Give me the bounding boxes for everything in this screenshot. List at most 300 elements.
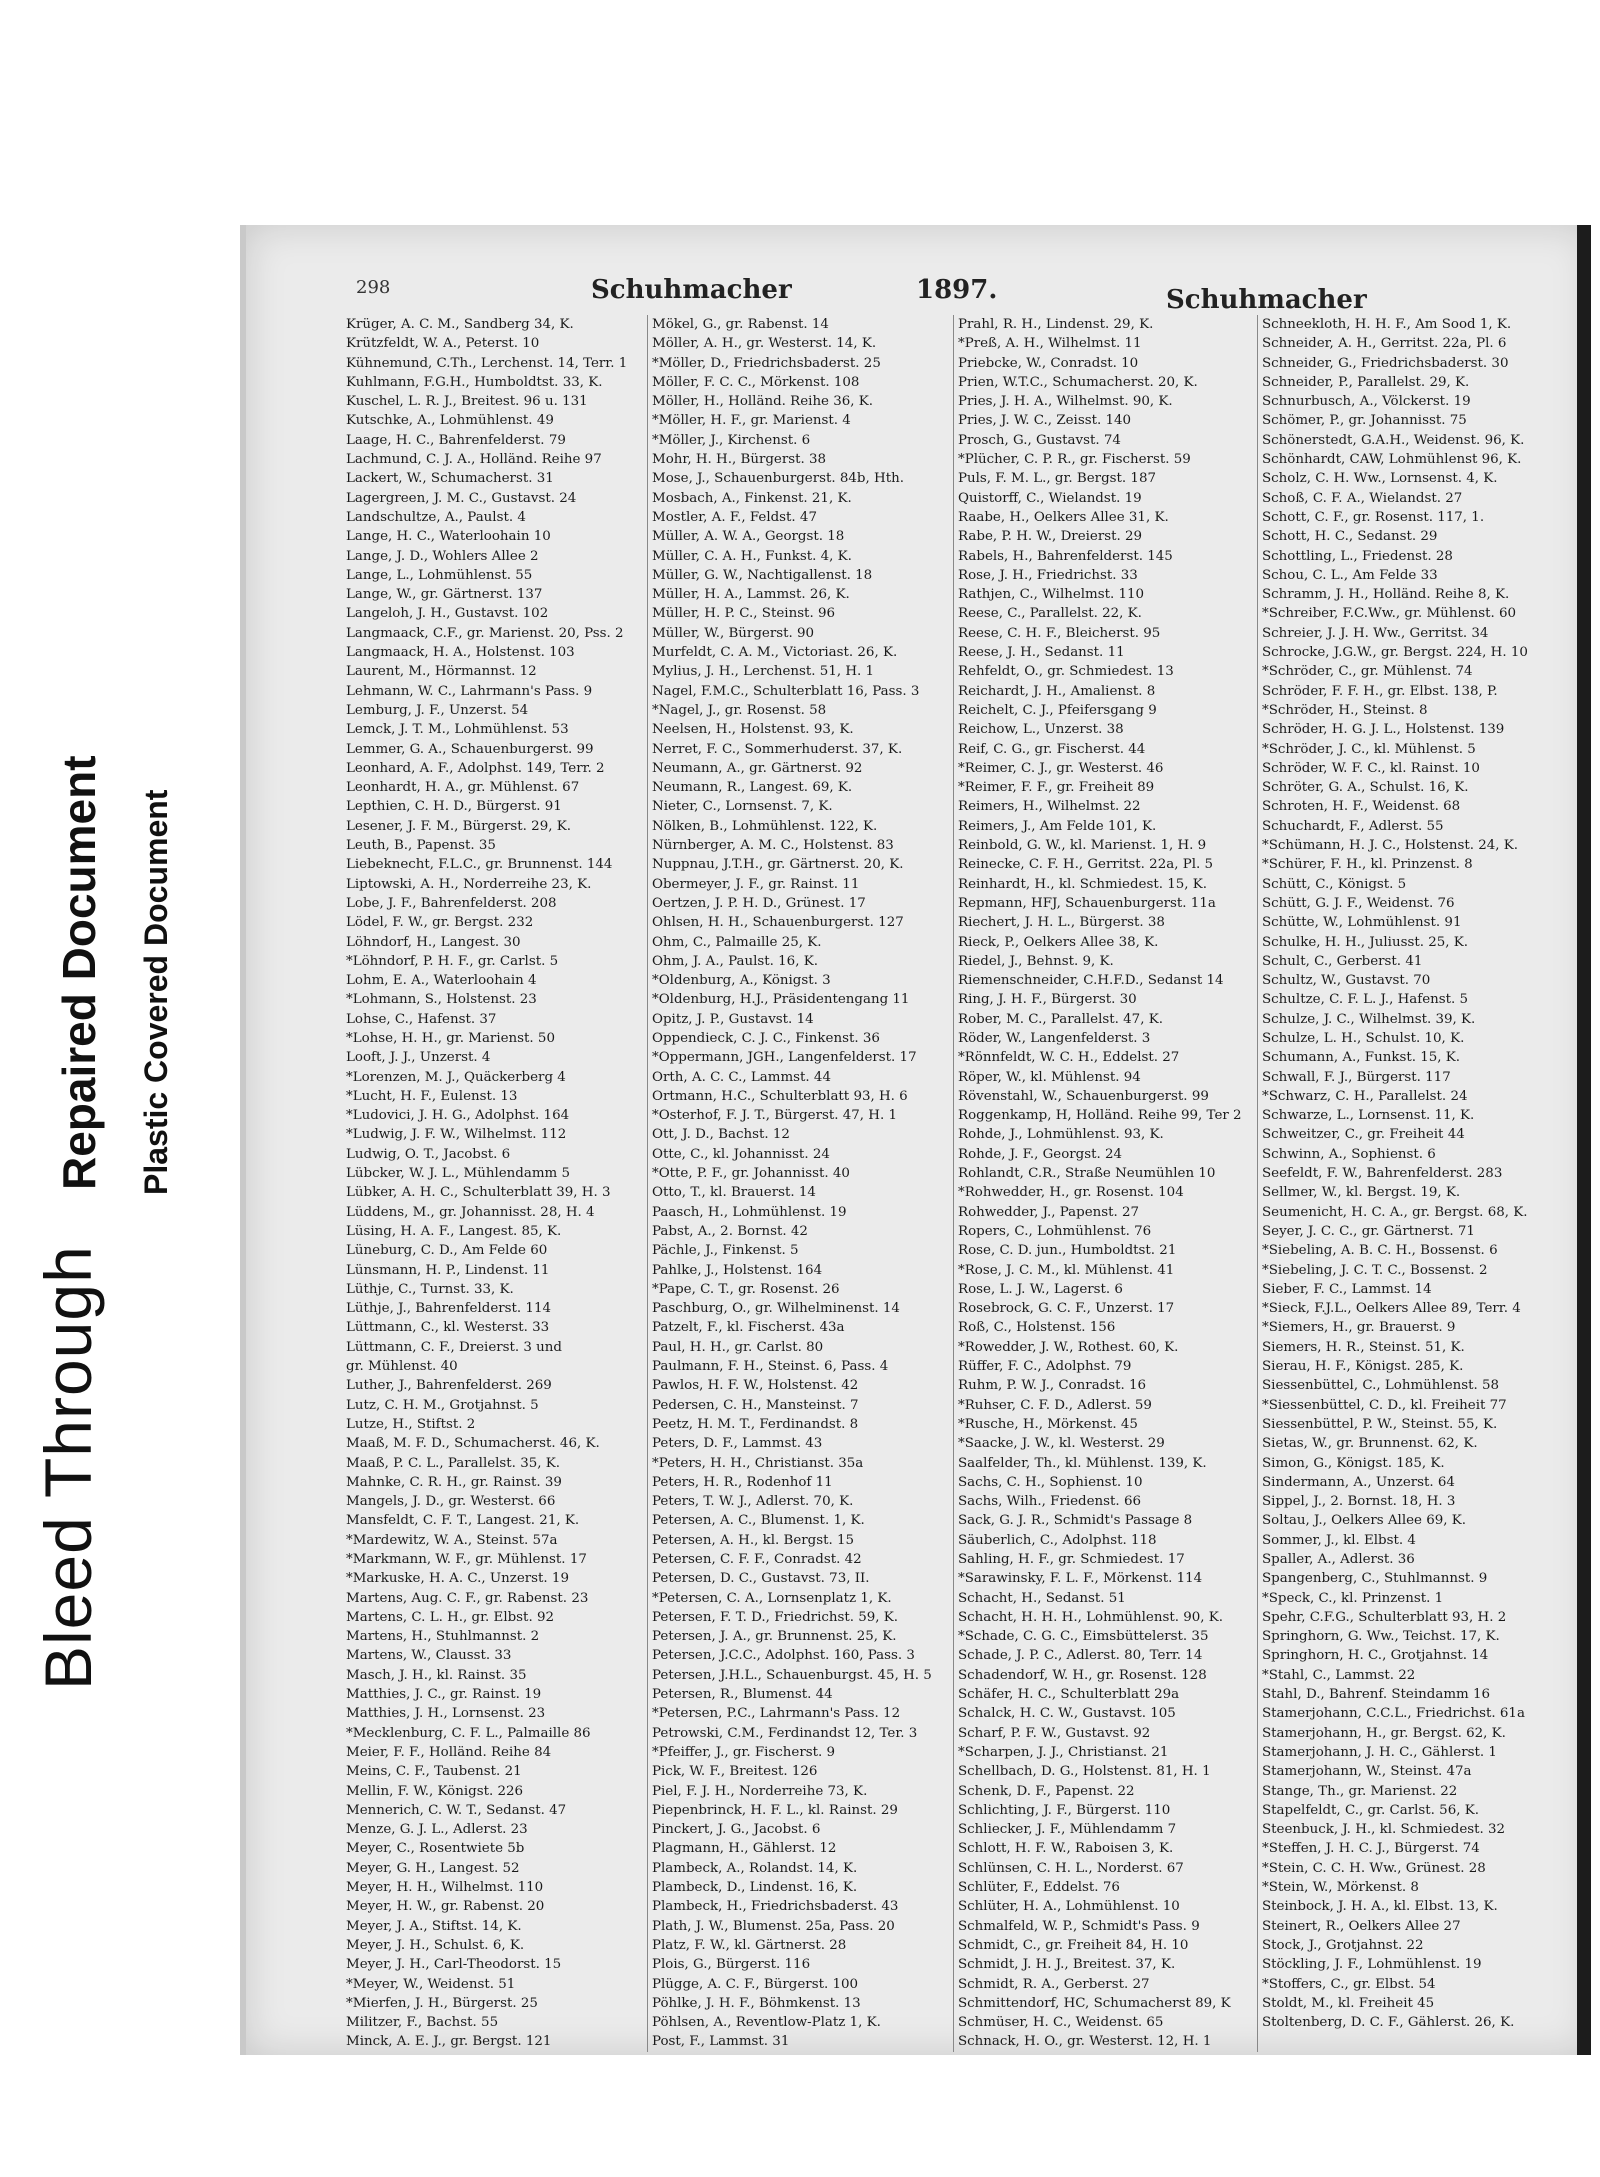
directory-entry: Luther, J., Bahrenfelderst. 269	[346, 1378, 552, 1394]
directory-entry: *Schreiber, F.C.Ww., gr. Mühlenst. 60	[1262, 606, 1517, 622]
directory-entry: Reimers, J., Am Felde 101, K.	[958, 818, 1157, 834]
directory-entry: *Rowedder, J. W., Rothest. 60, K.	[958, 1339, 1179, 1355]
directory-entry: Peetz, H. M. T., Ferdinandst. 8	[652, 1416, 859, 1432]
directory-entry: Reinhardt, H., kl. Schmiedest. 15, K.	[958, 876, 1208, 892]
directory-entry: Reichelt, C. J., Pfeifersgang 9	[958, 702, 1157, 718]
directory-entry: *Schwarz, C. H., Parallelst. 24	[1262, 1088, 1468, 1104]
directory-entry: *Oldenburg, H.J., Präsidentengang 11	[652, 992, 910, 1008]
directory-column	[652, 315, 954, 2052]
directory-entry: Paul, H. H., gr. Carlst. 80	[652, 1339, 824, 1355]
directory-entry: Nölken, B., Lohmühlenst. 122, K.	[652, 818, 878, 834]
directory-entry: Langmaack, H. A., Holstenst. 103	[346, 645, 575, 661]
running-header-year: 1897.	[916, 275, 998, 305]
directory-entry: Schlichting, J. F., Bürgerst. 110	[958, 1802, 1171, 1818]
directory-entry: Peters, T. W. J., Adlerst. 70, K.	[652, 1494, 854, 1510]
directory-entry: Lübcker, W. J. L., Mühlendamm 5	[346, 1166, 571, 1182]
directory-entry: Reese, C. H. F., Bleicherst. 95	[958, 625, 1161, 641]
directory-entry: Martens, W., Clausst. 33	[346, 1648, 512, 1664]
directory-entry: *Pape, C. T., gr. Rosenst. 26	[652, 1281, 840, 1297]
directory-entry: Leonhard, A. F., Adolphst. 149, Terr. 2	[346, 760, 605, 776]
directory-entry: Spangenberg, C., Stuhlmannst. 9	[1262, 1571, 1488, 1587]
directory-entry: Neumann, R., Langest. 69, K.	[652, 780, 853, 796]
directory-entry: Oppendieck, C. J. C., Finkenst. 36	[652, 1030, 880, 1046]
directory-entry: *Siebeling, A. B. C. H., Bossenst. 6	[1262, 1243, 1498, 1259]
directory-entry: Pahlke, J., Holstenst. 164	[652, 1262, 823, 1278]
directory-entry: Pöhlke, J. H. F., Böhmkenst. 13	[652, 1995, 861, 2011]
directory-entry: Lepthien, C. H. D., Bürgerst. 91	[346, 799, 562, 815]
directory-entry: Mohr, H. H., Bürgerst. 38	[652, 452, 827, 468]
directory-entry: Nerret, F. C., Sommerhuderst. 37, K.	[652, 741, 903, 757]
directory-entry: *Markuske, H. A. C., Unzerst. 19	[346, 1571, 569, 1587]
directory-entry: Lübker, A. H. C., Schulterblatt 39, H. 3	[346, 1185, 611, 1201]
directory-entry: Ohlsen, H. H., Schauenburgerst. 127	[652, 915, 904, 931]
directory-entry: *Nagel, J., gr. Rosenst. 58	[652, 702, 827, 718]
directory-entry: Mose, J., Schauenburgerst. 84b, Hth.	[652, 471, 904, 487]
directory-entry: Stahl, D., Bahrenf. Steindamm 16	[1262, 1687, 1491, 1703]
directory-entry: Plois, G., Bürgerst. 116	[652, 1957, 811, 1973]
directory-entry: Ropers, C., Lohmühlenst. 76	[958, 1223, 1152, 1239]
directory-entry: Platz, F. W., kl. Gärtnerst. 28	[652, 1937, 847, 1953]
directory-entry: Lange, J. D., Wohlers Allee 2	[346, 548, 539, 564]
directory-entry: Meyer, J. H., Schulst. 6, K.	[346, 1937, 525, 1953]
directory-entry: Mansfeldt, C. F. T., Langest. 21, K.	[346, 1513, 580, 1529]
directory-entry: Minck, A. E. J., gr. Bergst. 121	[346, 2034, 552, 2050]
directory-entry: Schönerstedt, G.A.H., Weidenst. 96, K.	[1262, 432, 1525, 448]
directory-entry: Neumann, A., gr. Gärtnerst. 92	[652, 760, 863, 776]
directory-entry: Petersen, R., Blumenst. 44	[652, 1687, 833, 1703]
directory-entry: Martens, C. L. H., gr. Elbst. 92	[346, 1609, 554, 1625]
directory-entry: Lüttmann, C., kl. Westerst. 33	[346, 1320, 550, 1336]
directory-entry: Mahnke, C. R. H., gr. Rainst. 39	[346, 1474, 562, 1490]
directory-entry: Mennerich, C. W. T., Sedanst. 47	[346, 1802, 567, 1818]
directory-entry: Lödel, F. W., gr. Bergst. 232	[346, 915, 534, 931]
directory-entry: Langeloh, J. H., Gustavst. 102	[346, 606, 549, 622]
directory-entry: Reimers, H., Wilhelmst. 22	[958, 799, 1141, 815]
directory-entry: Schnurbusch, A., Völckerst. 19	[1262, 394, 1471, 410]
directory-entry: Plambeck, A., Rolandst. 14, K.	[652, 1860, 858, 1876]
directory-entry: Roggenkamp, H, Holländ. Reihe 99, Ter 2	[958, 1108, 1242, 1124]
directory-entry: Schönhardt, CAW, Lohmühlenst 96, K.	[1262, 452, 1522, 468]
directory-entry: *Möller, H. F., gr. Marienst. 4	[652, 413, 851, 429]
directory-entry: Kuhlmann, F.G.H., Humboldtst. 33, K.	[346, 374, 603, 390]
directory-entry: Masch, J. H., kl. Rainst. 35	[346, 1667, 527, 1683]
directory-entry: Maaß, P. C. L., Parallelst. 35, K.	[346, 1455, 561, 1471]
directory-entry: Stamerjohann, J. H. C., Gählerst. 1	[1262, 1744, 1497, 1760]
directory-entry: Schmidt, J. H. J., Breitest. 37, K.	[958, 1957, 1176, 1973]
directory-entry: Lohm, E. A., Waterloohain 4	[346, 973, 537, 989]
directory-entry: Schlott, H. F. W., Raboisen 3, K.	[958, 1841, 1174, 1857]
directory-entry: Seefeldt, F. W., Bahrenfelderst. 283	[1262, 1166, 1503, 1182]
directory-entry: Meyer, J. H., Carl-Theodorst. 15	[346, 1957, 562, 1973]
running-header-right: Schuhmacher	[1166, 285, 1367, 315]
directory-entry: Liebeknecht, F.L.C., gr. Brunnenst. 144	[346, 857, 613, 873]
directory-entry: *Mardewitz, W. A., Steinst. 57a	[346, 1532, 558, 1548]
directory-entry: Löhndorf, H., Langest. 30	[346, 934, 521, 950]
directory-entry: Schnack, H. O., gr. Westerst. 12, H. 1	[958, 2034, 1212, 2050]
directory-entry: Laage, H. C., Bahrenfelderst. 79	[346, 432, 566, 448]
directory-entry: *Löhndorf, P. H. F., gr. Carlst. 5	[346, 953, 559, 969]
directory-entry: Schultz, W., Gustavst. 70	[1262, 973, 1431, 989]
directory-entry: *Ruhser, C. F. D., Adlerst. 59	[958, 1397, 1152, 1413]
directory-entry: Röper, W., kl. Mühlenst. 94	[958, 1069, 1141, 1085]
directory-entry: Petersen, J. A., gr. Brunnenst. 25, K.	[652, 1629, 897, 1645]
directory-entry: Ruhm, P. W. J., Conradst. 16	[958, 1378, 1147, 1394]
directory-entry: Lemburg, J. F., Unzerst. 54	[346, 702, 529, 718]
directory-entry: Schroten, H. F., Weidenst. 68	[1262, 799, 1461, 815]
directory-entry: Petersen, D. C., Gustavst. 73, II.	[652, 1571, 870, 1587]
directory-entry: Schenk, D. F., Papenst. 22	[958, 1783, 1135, 1799]
directory-entry: Sellmer, W., kl. Bergst. 19, K.	[1262, 1185, 1461, 1201]
directory-entry: Reese, C., Parallelst. 22, K.	[958, 606, 1142, 622]
directory-entry: *Schröder, H., Steinst. 8	[1262, 702, 1428, 718]
directory-entry: Meyer, H. W., gr. Rabenst. 20	[346, 1899, 545, 1915]
directory-entry: Scharf, P. F. W., Gustavst. 92	[958, 1725, 1151, 1741]
directory-entry: Stock, J., Grotjahnst. 22	[1262, 1937, 1424, 1953]
directory-entry: Pries, J. W. C., Zeisst. 140	[958, 413, 1132, 429]
directory-entry: Sachs, C. H., Sophienst. 10	[958, 1474, 1143, 1490]
directory-entry: Stapelfeldt, C., gr. Carlst. 56, K.	[1262, 1802, 1479, 1818]
directory-entry: Sieber, F. C., Lammst. 14	[1262, 1281, 1432, 1297]
directory-entry: Springhorn, G. Ww., Teichst. 17, K.	[1262, 1629, 1500, 1645]
directory-entry: Lagergreen, J. M. C., Gustavst. 24	[346, 490, 577, 506]
side-labels	[0, 0, 240, 2177]
directory-entry: Sommer, J., kl. Elbst. 4	[1262, 1532, 1416, 1548]
directory-entry: Schütt, G. J. F., Weidenst. 76	[1262, 895, 1455, 911]
directory-entry: Mosbach, A., Finkenst. 21, K.	[652, 490, 852, 506]
directory-entry: Schweitzer, C., gr. Freiheit 44	[1262, 1127, 1465, 1143]
directory-entry: Pächle, J., Finkenst. 5	[652, 1243, 799, 1259]
directory-entry: Stamerjohann, W., Steinst. 47a	[1262, 1764, 1472, 1780]
directory-entry: Rabels, H., Bahrenfelderst. 145	[958, 548, 1173, 564]
directory-entry: *Petersen, C. A., Lornsenplatz 1, K.	[652, 1590, 892, 1606]
directory-entry: Seumenicht, H. C. A., gr. Bergst. 68, K.	[1262, 1204, 1528, 1220]
directory-entry: Lemck, J. T. M., Lohmühlenst. 53	[346, 722, 569, 738]
directory-entry: *Möller, J., Kirchenst. 6	[652, 432, 811, 448]
directory-entry: Pinckert, J. G., Jacobst. 6	[652, 1822, 821, 1838]
directory-entry: *Mecklenburg, C. F. L., Palmaille 86	[346, 1725, 591, 1741]
directory-entry: Pawlos, H. F. W., Holstenst. 42	[652, 1378, 859, 1394]
directory-entry: Schmidt, C., gr. Freiheit 84, H. 10	[958, 1937, 1189, 1953]
directory-entry: gr. Mühlenst. 40	[346, 1359, 458, 1375]
directory-entry: Schlünsen, C. H. L., Norderst. 67	[958, 1860, 1184, 1876]
directory-entry: *Schröder, J. C., kl. Mühlenst. 5	[1262, 741, 1476, 757]
directory-entry: Martens, H., Stuhlmannst. 2	[346, 1629, 540, 1645]
directory-entry: *Otte, P. F., gr. Johannisst. 40	[652, 1166, 850, 1182]
directory-entry: *Schröder, C., gr. Mühlenst. 74	[1262, 664, 1473, 680]
directory-entry: Rabe, P. H. W., Dreierst. 29	[958, 529, 1143, 545]
directory-entry: Müller, H. P. C., Steinst. 96	[652, 606, 835, 622]
directory-entry: *Schümann, H. J. C., Holstenst. 24, K.	[1262, 838, 1519, 854]
directory-entry: Riedel, J., Behnst. 9, K.	[958, 953, 1114, 969]
directory-entry: Stoltenberg, D. C. F., Gählerst. 26, K.	[1262, 2015, 1515, 2031]
directory-entry: Lachmund, C. J. A., Holländ. Reihe 97	[346, 452, 602, 468]
directory-entry: Maaß, M. F. D., Schumacherst. 46, K.	[346, 1436, 600, 1452]
directory-entry: Petersen, J.C.C., Adolphst. 160, Pass. 3	[652, 1648, 915, 1664]
directory-entry: Schlüter, H. A., Lohmühlenst. 10	[958, 1899, 1180, 1915]
directory-entry: Seyer, J. C. C., gr. Gärtnerst. 71	[1262, 1223, 1475, 1239]
directory-entry: Sietas, W., gr. Brunnenst. 62, K.	[1262, 1436, 1478, 1452]
directory-entry: Schott, H. C., Sedanst. 29	[1262, 529, 1438, 545]
directory-entry: Mylius, J. H., Lerchenst. 51, H. 1	[652, 664, 875, 680]
directory-entry: Möller, A. H., gr. Westerst. 14, K.	[652, 336, 877, 352]
directory-entry: Schellbach, D. G., Holstenst. 81, H. 1	[958, 1764, 1211, 1780]
directory-entry: *Lucht, H. F., Eulenst. 13	[346, 1088, 518, 1104]
directory-entry: Roß, C., Holstenst. 156	[958, 1320, 1116, 1336]
directory-entry: Rieck, P., Oelkers Allee 38, K.	[958, 934, 1159, 950]
directory-entry: Rohde, J. F., Georgst. 24	[958, 1146, 1123, 1162]
directory-entry: Paschburg, O., gr. Wilhelminenst. 14	[652, 1301, 900, 1317]
directory-entry: Matthies, J. H., Lornsenst. 23	[346, 1706, 546, 1722]
directory-entry: Pick, W. F., Breitest. 126	[652, 1764, 818, 1780]
directory-entry: Ludwig, O. T., Jacobst. 6	[346, 1146, 511, 1162]
directory-entry: Paulmann, F. H., Steinst. 6, Pass. 4	[652, 1359, 889, 1375]
directory-entry: *Petersen, P.C., Lahrmann's Pass. 12	[652, 1706, 901, 1722]
directory-entry: Prosch, G., Gustavst. 74	[958, 432, 1121, 448]
directory-entry: Schott, C. F., gr. Rosenst. 117, 1.	[1262, 509, 1485, 525]
repaired-document-label: Repaired Document	[53, 755, 105, 1190]
directory-entry: Pabst, A., 2. Bornst. 42	[652, 1223, 808, 1239]
directory-entry: Schultze, C. F. L. J., Hafenst. 5	[1262, 992, 1469, 1008]
directory-entry: Springhorn, H. C., Grotjahnst. 14	[1262, 1648, 1489, 1664]
directory-entry: Martens, Aug. C. F., gr. Rabenst. 23	[346, 1590, 589, 1606]
running-header-left: Schuhmacher	[591, 275, 792, 305]
directory-entry: Reichow, L., Unzerst. 38	[958, 722, 1124, 738]
directory-entry: *Stein, W., Mörkenst. 8	[1262, 1880, 1419, 1896]
directory-entry: Saalfelder, Th., kl. Mühlenst. 139, K.	[958, 1455, 1207, 1471]
directory-entry: Sachs, Wilh., Friedenst. 66	[958, 1494, 1141, 1510]
directory-entry: Müller, G. W., Nachtigallenst. 18	[652, 567, 873, 583]
directory-entry: Nuppnau, J.T.H., gr. Gärtnerst. 20, K.	[652, 857, 904, 873]
directory-entry: Lemmer, G. A., Schauenburgerst. 99	[346, 741, 594, 757]
directory-entry: Soltau, J., Oelkers Allee 69, K.	[1262, 1513, 1467, 1529]
directory-entry: Stoldt, M., kl. Freiheit 45	[1262, 1995, 1435, 2011]
directory-columns	[346, 315, 1566, 2050]
directory-entry: Langmaack, C.F., gr. Marienst. 20, Pss. 2	[346, 625, 624, 641]
directory-entry: Liptowski, A. H., Norderreihe 23, K.	[346, 876, 592, 892]
directory-entry: Schneider, A. H., Gerritst. 22a, Pl. 6	[1262, 336, 1507, 352]
directory-entry: Petersen, F. T. D., Friedrichst. 59, K.	[652, 1609, 899, 1625]
directory-entry: *Rönnfeldt, W. C. H., Eddelst. 27	[958, 1050, 1180, 1066]
directory-entry: Schlüter, F., Eddelst. 76	[958, 1880, 1120, 1896]
directory-entry: *Stein, C. C. H. Ww., Grünest. 28	[1262, 1860, 1486, 1876]
directory-entry: Schreier, J. J. H. Ww., Gerritst. 34	[1262, 625, 1489, 641]
directory-entry: *Scharpen, J. J., Christianst. 21	[958, 1744, 1169, 1760]
directory-entry: Piepenbrinck, H. F. L., kl. Rainst. 29	[652, 1802, 898, 1818]
directory-entry: Petrowski, C.M., Ferdinandst 12, Ter. 3	[652, 1725, 918, 1741]
directory-entry: Simon, G., Königst. 185, K.	[1262, 1455, 1445, 1471]
directory-entry: Meyer, C., Rosentwiete 5b	[346, 1841, 525, 1857]
directory-entry: Schramm, J. H., Holländ. Reihe 8, K.	[1262, 587, 1510, 603]
directory-entry: *Lohmann, S., Holstenst. 23	[346, 992, 537, 1008]
directory-entry: Sindermann, A., Unzerst. 64	[1262, 1474, 1455, 1490]
directory-entry: *Siessenbüttel, C. D., kl. Freiheit 77	[1262, 1397, 1507, 1413]
bleed-through-label: Bleed Through	[31, 1245, 105, 1690]
directory-entry: Siessenbüttel, C., Lohmühlenst. 58	[1262, 1378, 1500, 1394]
directory-entry: Petersen, A. H., kl. Bergst. 15	[652, 1532, 855, 1548]
directory-entry: Plügge, A. C. F., Bürgerst. 100	[652, 1976, 859, 1992]
directory-entry: *Peters, H. H., Christianst. 35a	[652, 1455, 864, 1471]
directory-entry: *Sieck, F.J.L., Oelkers Allee 89, Terr. 4	[1262, 1301, 1521, 1317]
directory-entry: Schuchardt, F., Adlerst. 55	[1262, 818, 1444, 834]
directory-entry: Lehmann, W. C., Lahrmann's Pass. 9	[346, 683, 593, 699]
directory-entry: Riechert, J. H. L., Bürgerst. 38	[958, 915, 1165, 931]
directory-entry: Schumann, A., Funkst. 15, K.	[1262, 1050, 1461, 1066]
directory-entry: Schröder, H. G. J. L., Holstenst. 139	[1262, 722, 1505, 738]
directory-entry: *Plücher, C. P. R., gr. Fischerst. 59	[958, 452, 1191, 468]
directory-entry: Rövenstahl, W., Schauenburgerst. 99	[958, 1088, 1209, 1104]
directory-entry: Lüsing, H. A. F., Langest. 85, K.	[346, 1223, 562, 1239]
directory-column	[958, 315, 1258, 2052]
directory-entry: Petersen, C. F. F., Conradst. 42	[652, 1552, 862, 1567]
directory-entry: Schneekloth, H. H. F., Am Sood 1, K.	[1262, 317, 1512, 332]
directory-entry: Kutschke, A., Lohmühlenst. 49	[346, 413, 554, 429]
directory-entry: Lüthje, C., Turnst. 33, K.	[346, 1281, 514, 1297]
directory-entry: Raabe, H., Oelkers Allee 31, K.	[958, 509, 1169, 525]
directory-entry: Steinbock, J. H. A., kl. Elbst. 13, K.	[1262, 1899, 1498, 1915]
directory-entry: *Stoffers, C., gr. Elbst. 54	[1262, 1976, 1436, 1992]
directory-entry: Kuschel, L. R. J., Breitest. 96 u. 131	[346, 394, 588, 410]
directory-entry: Schneider, P., Parallelst. 29, K.	[1262, 374, 1470, 390]
directory-entry: Schliecker, J. F., Mühlendamm 7	[958, 1822, 1177, 1838]
directory-entry: Plambeck, H., Friedrichsbaderst. 43	[652, 1899, 899, 1915]
directory-entry: Looft, J. J., Unzerst. 4	[346, 1050, 491, 1066]
directory-entry: Obermeyer, J. F., gr. Rainst. 11	[652, 876, 860, 892]
directory-entry: *Markmann, W. F., gr. Mühlenst. 17	[346, 1552, 587, 1567]
directory-entry: Menze, G. J. L., Adlerst. 23	[346, 1822, 528, 1838]
directory-entry: Schacht, H. H. H., Lohmühlenst. 90, K.	[958, 1609, 1224, 1625]
document-page	[240, 225, 1591, 2055]
directory-entry: Siemers, H. R., Steinst. 51, K.	[1262, 1339, 1465, 1355]
directory-entry: Otto, T., kl. Brauerst. 14	[652, 1185, 816, 1201]
directory-entry: Rohlandt, C.R., Straße Neumühlen 10	[958, 1166, 1216, 1182]
directory-entry: Krützfeldt, W. A., Peterst. 10	[346, 336, 540, 352]
directory-entry: Meyer, H. H., Wilhelmst. 110	[346, 1880, 544, 1896]
directory-entry: Meier, F. F., Holländ. Reihe 84	[346, 1744, 552, 1760]
directory-entry: Schoß, C. F. A., Wielandst. 27	[1262, 490, 1463, 506]
directory-entry: Möller, H., Holländ. Reihe 36, K.	[652, 394, 874, 410]
directory-entry: Patzelt, F., kl. Fischerst. 43a	[652, 1320, 845, 1336]
directory-entry: Stöckling, J. F., Lohmühlenst. 19	[1262, 1957, 1482, 1973]
directory-entry: Rathjen, C., Wilhelmst. 110	[958, 587, 1145, 603]
directory-entry: *Preß, A. H., Wilhelmst. 11	[958, 336, 1142, 352]
directory-entry: *Reimer, C. J., gr. Westerst. 46	[958, 760, 1164, 776]
directory-entry: Lüddens, M., gr. Johannisst. 28, H. 4	[346, 1204, 595, 1220]
directory-entry: Prahl, R. H., Lindenst. 29, K.	[958, 317, 1154, 332]
directory-entry: *Siebeling, J. C. T. C., Bossenst. 2	[1262, 1262, 1488, 1278]
directory-entry: Rose, J. H., Friedrichst. 33	[958, 567, 1138, 583]
directory-entry: Schulze, L. H., Schulst. 10, K.	[1262, 1030, 1465, 1046]
directory-entry: Schadendorf, W. H., gr. Rosenst. 128	[958, 1667, 1207, 1683]
directory-entry: Meins, C. F., Taubenst. 21	[346, 1764, 522, 1780]
directory-entry: Schütte, W., Lohmühlenst. 91	[1262, 915, 1462, 931]
directory-entry: Leonhardt, H. A., gr. Mühlenst. 67	[346, 780, 580, 796]
directory-entry: Lackert, W., Schumacherst. 31	[346, 471, 554, 487]
directory-entry: *Mierfen, J. H., Bürgerst. 25	[346, 1995, 538, 2011]
directory-entry: Schmüser, H. C., Weidenst. 65	[958, 2015, 1164, 2031]
directory-entry: *Pfeiffer, J., gr. Fischerst. 9	[652, 1744, 836, 1760]
directory-entry: *Schürer, F. H., kl. Prinzenst. 8	[1262, 857, 1473, 873]
directory-entry: Schömer, P., gr. Johannisst. 75	[1262, 413, 1467, 429]
page-edge-shadow	[1577, 225, 1591, 2055]
directory-entry: Müller, W., Bürgerst. 90	[652, 625, 815, 641]
directory-column	[1262, 315, 1562, 2052]
directory-entry: *Sarawinsky, F. L. F., Mörkenst. 114	[958, 1571, 1203, 1587]
directory-entry: Sierau, H. F., Königst. 285, K.	[1262, 1359, 1464, 1375]
directory-entry: Peters, D. F., Lammst. 43	[652, 1436, 823, 1452]
directory-entry: Schütt, C., Königst. 5	[1262, 876, 1407, 892]
directory-entry: Siessenbüttel, P. W., Steinst. 55, K.	[1262, 1416, 1498, 1432]
directory-entry: Nagel, F.M.C., Schulterblatt 16, Pass. 3	[652, 683, 920, 699]
directory-entry: Reese, J. H., Sedanst. 11	[958, 645, 1125, 661]
directory-entry: Pedersen, C. H., Mansteinst. 7	[652, 1397, 859, 1413]
directory-entry: Laurent, M., Hörmannst. 12	[346, 664, 537, 680]
directory-entry: Lobe, J. F., Bahrenfelderst. 208	[346, 895, 557, 911]
directory-entry: Lüttmann, C. F., Dreierst. 3 und	[346, 1339, 563, 1355]
directory-entry: Rose, L. J. W., Lagerst. 6	[958, 1281, 1123, 1297]
directory-entry: Lutze, H., Stiftst. 2	[346, 1416, 476, 1432]
directory-entry: Neelsen, H., Holstenst. 93, K.	[652, 722, 854, 738]
directory-entry: *Schade, C. G. C., Eimsbüttelerst. 35	[958, 1629, 1209, 1645]
directory-entry: Müller, C. A. H., Funkst. 4, K.	[652, 548, 852, 564]
directory-entry: Kühnemund, C.Th., Lerchenst. 14, Terr. 1	[346, 355, 628, 371]
directory-entry: Schottling, L., Friedenst. 28	[1262, 548, 1453, 564]
directory-entry: Schou, C. L., Am Felde 33	[1262, 567, 1438, 583]
directory-entry: *Lohse, H. H., gr. Marienst. 50	[346, 1030, 555, 1046]
directory-entry: Matthies, J. C., gr. Rainst. 19	[346, 1687, 542, 1703]
directory-entry: Schmidt, R. A., Gerberst. 27	[958, 1976, 1150, 1992]
directory-entry: Schwall, F. J., Bürgerst. 117	[1262, 1069, 1451, 1085]
directory-entry: Ring, J. H. F., Bürgerst. 30	[958, 992, 1137, 1008]
directory-entry: Möller, F. C. C., Mörkenst. 108	[652, 374, 860, 390]
directory-entry: Ohm, J. A., Paulst. 16, K.	[652, 953, 818, 969]
directory-entry: Mellin, F. W., Königst. 226	[346, 1783, 524, 1799]
directory-entry: Mangels, J. D., gr. Westerst. 66	[346, 1494, 556, 1510]
directory-entry: Röder, W., Langenfelderst. 3	[958, 1030, 1151, 1046]
directory-entry: Lünsmann, H. P., Lindenst. 11	[346, 1262, 550, 1278]
directory-entry: *Oppermann, JGH., Langenfelderst. 17	[652, 1050, 917, 1066]
directory-entry: Lohse, C., Hafenst. 37	[346, 1011, 497, 1027]
directory-entry: *Saacke, J. W., kl. Westerst. 29	[958, 1436, 1165, 1452]
directory-entry: *Reimer, F. F., gr. Freiheit 89	[958, 780, 1155, 796]
directory-entry: Lange, L., Lohmühlenst. 55	[346, 567, 533, 583]
directory-entry: Krüger, A. C. M., Sandberg 34, K.	[346, 317, 574, 332]
directory-entry: Lutz, C. H. M., Grotjahnst. 5	[346, 1397, 539, 1413]
directory-entry: Mostler, A. F., Feldst. 47	[652, 509, 817, 525]
directory-entry: Peters, H. R., Rodenhof 11	[652, 1474, 833, 1490]
directory-entry: *Steffen, J. H. C. J., Bürgerst. 74	[1262, 1841, 1480, 1857]
directory-entry: Schröder, W. F. C., kl. Rainst. 10	[1262, 760, 1480, 776]
directory-entry: Müller, A. W. A., Georgst. 18	[652, 529, 845, 545]
directory-entry: Oertzen, J. P. H. D., Grünest. 17	[652, 895, 866, 911]
directory-entry: Mökel, G., gr. Rabenst. 14	[652, 317, 829, 332]
directory-entry: Sippel, J., 2. Bornst. 18, H. 3	[1262, 1494, 1456, 1510]
directory-entry: Schrocke, J.G.W., gr. Bergst. 224, H. 10	[1262, 645, 1528, 661]
directory-entry: Schult, C., Gerberst. 41	[1262, 953, 1423, 969]
directory-entry: Rober, M. C., Parallelst. 47, K.	[958, 1011, 1163, 1027]
directory-entry: *Ludwig, J. F. W., Wilhelmst. 112	[346, 1127, 567, 1143]
directory-entry: Scholz, C. H. Ww., Lornsenst. 4, K.	[1262, 471, 1498, 487]
directory-entry: *Lorenzen, M. J., Quäckerberg 4	[346, 1069, 566, 1085]
directory-entry: Sahling, H. F., gr. Schmiedest. 17	[958, 1552, 1185, 1567]
directory-entry: Nieter, C., Lornsenst. 7, K.	[652, 799, 833, 815]
directory-entry: *Rusche, H., Mörkenst. 45	[958, 1416, 1138, 1432]
directory-entry: Post, F., Lammst. 31	[652, 2034, 790, 2050]
directory-entry: Schäfer, H. C., Schulterblatt 29a	[958, 1687, 1180, 1703]
directory-entry: Meyer, J. A., Stiftst. 14, K.	[346, 1918, 522, 1934]
directory-entry: Schröter, G. A., Schulst. 16, K.	[1262, 780, 1469, 796]
directory-entry: Lüneburg, C. D., Am Felde 60	[346, 1243, 548, 1259]
directory-entry: Schacht, H., Sedanst. 51	[958, 1590, 1126, 1606]
